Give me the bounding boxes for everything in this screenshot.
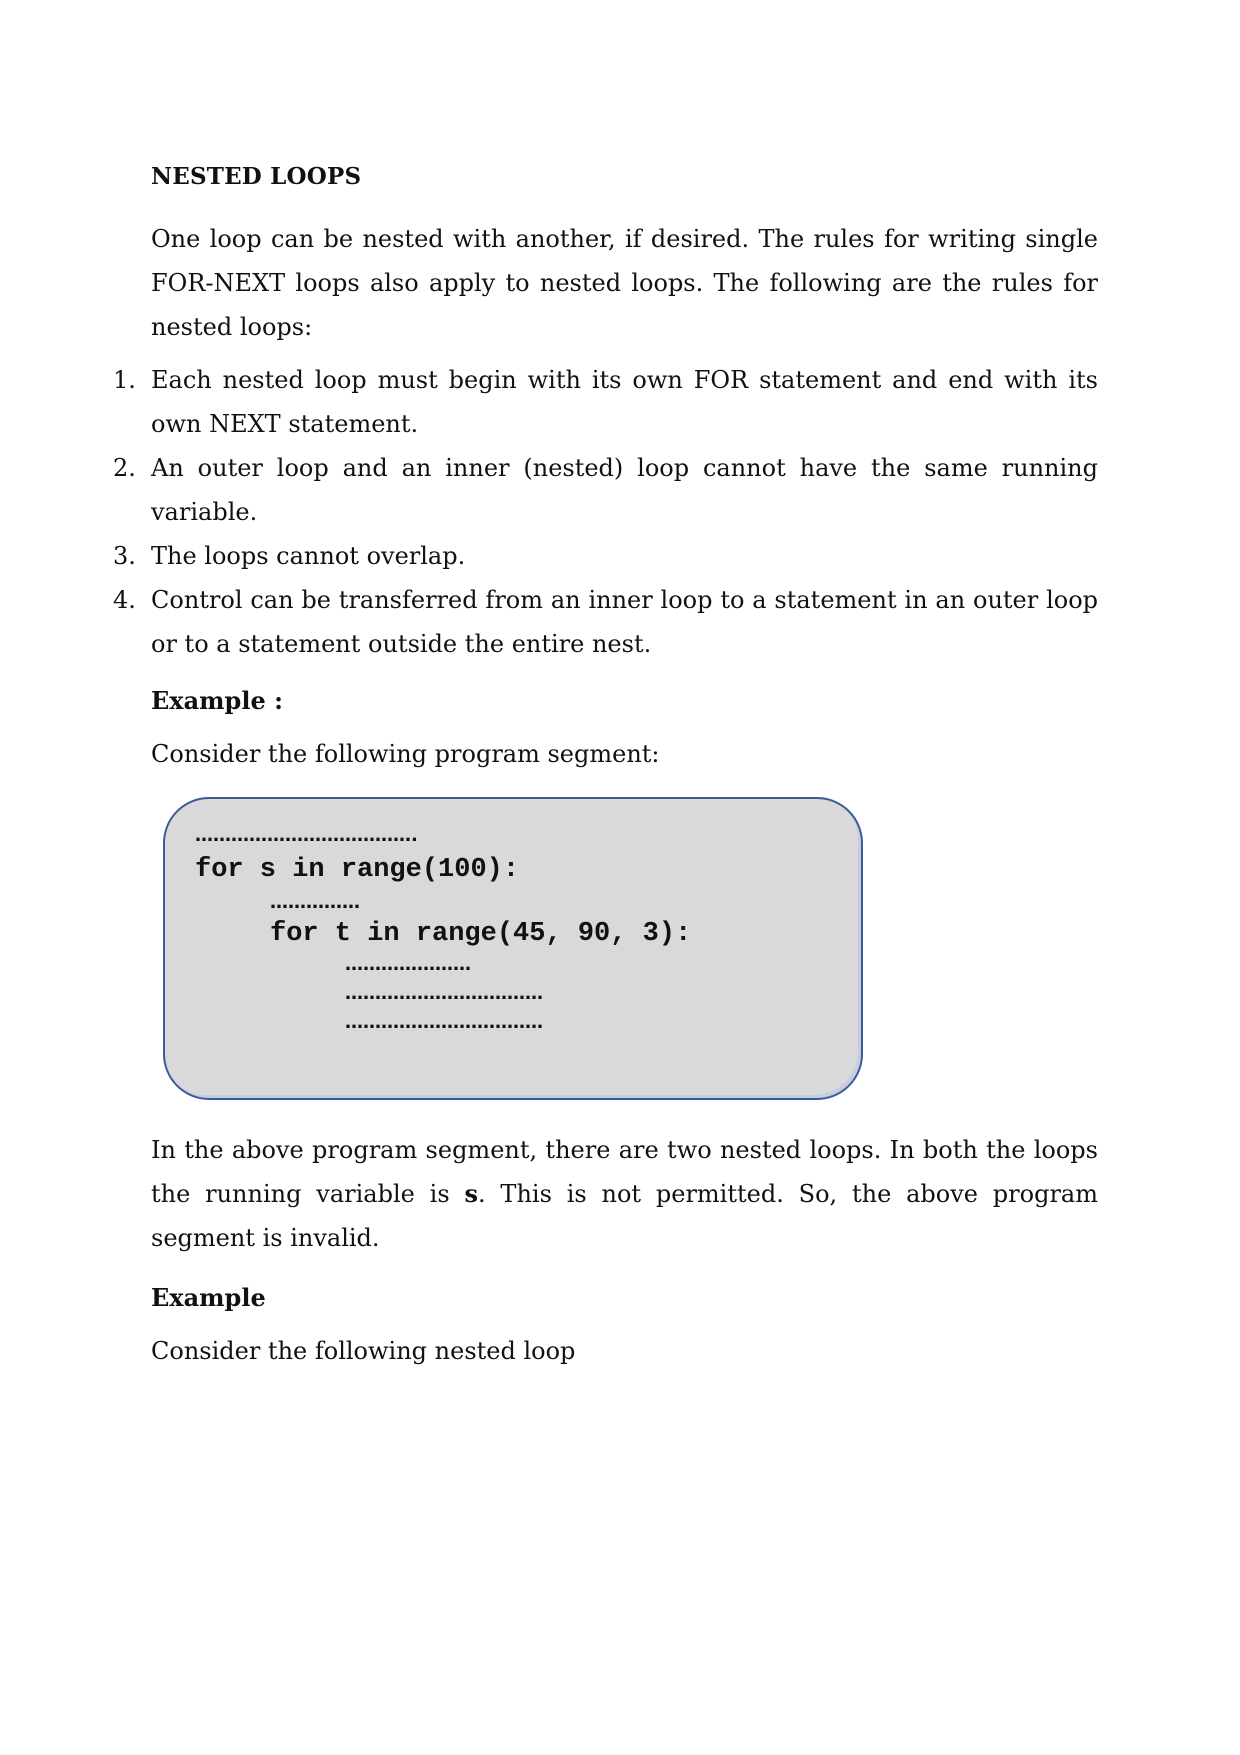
rules-list: [101, 358, 1098, 666]
example-lead: Consider the following program segment:: [151, 740, 660, 768]
list-item: [101, 446, 1098, 534]
list-item: [101, 534, 1098, 578]
code-ellipsis: ……………………………….: [195, 825, 418, 846]
list-text: The loops cannot overlap.: [151, 542, 466, 570]
code-line-outer-loop: for s in range(100):: [195, 855, 520, 885]
code-ellipsis: ……………………………: [345, 1012, 543, 1033]
code-ellipsis: …………………: [345, 954, 471, 975]
code-block: [163, 797, 863, 1100]
explanation-text: In the above program segment, there are two nested loops. In both the loops the running variable is: [151, 1136, 1098, 1208]
code-ellipsis: ……………: [270, 892, 360, 913]
list-item: [101, 578, 1098, 666]
list-number: 3.: [113, 542, 136, 570]
example-label: Example :: [151, 686, 283, 715]
list-text: Each nested loop must begin with its own FOR statement and end with its own NEXT statement.: [151, 366, 1098, 438]
list-item: [101, 358, 1098, 446]
section-heading: NESTED LOOPS: [151, 163, 362, 190]
list-number: 4.: [113, 586, 136, 614]
explanation-text: . This is not permitted. So, the above program segment is invalid.: [151, 1180, 1098, 1252]
explanation-paragraph: [151, 1128, 1098, 1260]
running-variable: s: [464, 1179, 478, 1208]
list-number: 1.: [113, 366, 136, 394]
example-lead: Consider the following nested loop: [151, 1337, 576, 1365]
code-ellipsis: ……………………………: [345, 983, 543, 1004]
list-number: 2.: [113, 454, 136, 482]
intro-paragraph: One loop can be nested with another, if desired. The rules for writing single FOR-NEXT loops also apply to nested loops. The following are the rules for nested loops:: [151, 225, 1098, 341]
list-text: An outer loop and an inner (nested) loop cannot have the same running variable.: [151, 454, 1098, 526]
example-label: Example: [151, 1283, 266, 1312]
list-text: Control can be transferred from an inner loop to a statement in an outer loop or to a statement outside the entire nest.: [151, 586, 1098, 658]
code-line-inner-loop: for t in range(45, 90, 3):: [270, 919, 692, 949]
